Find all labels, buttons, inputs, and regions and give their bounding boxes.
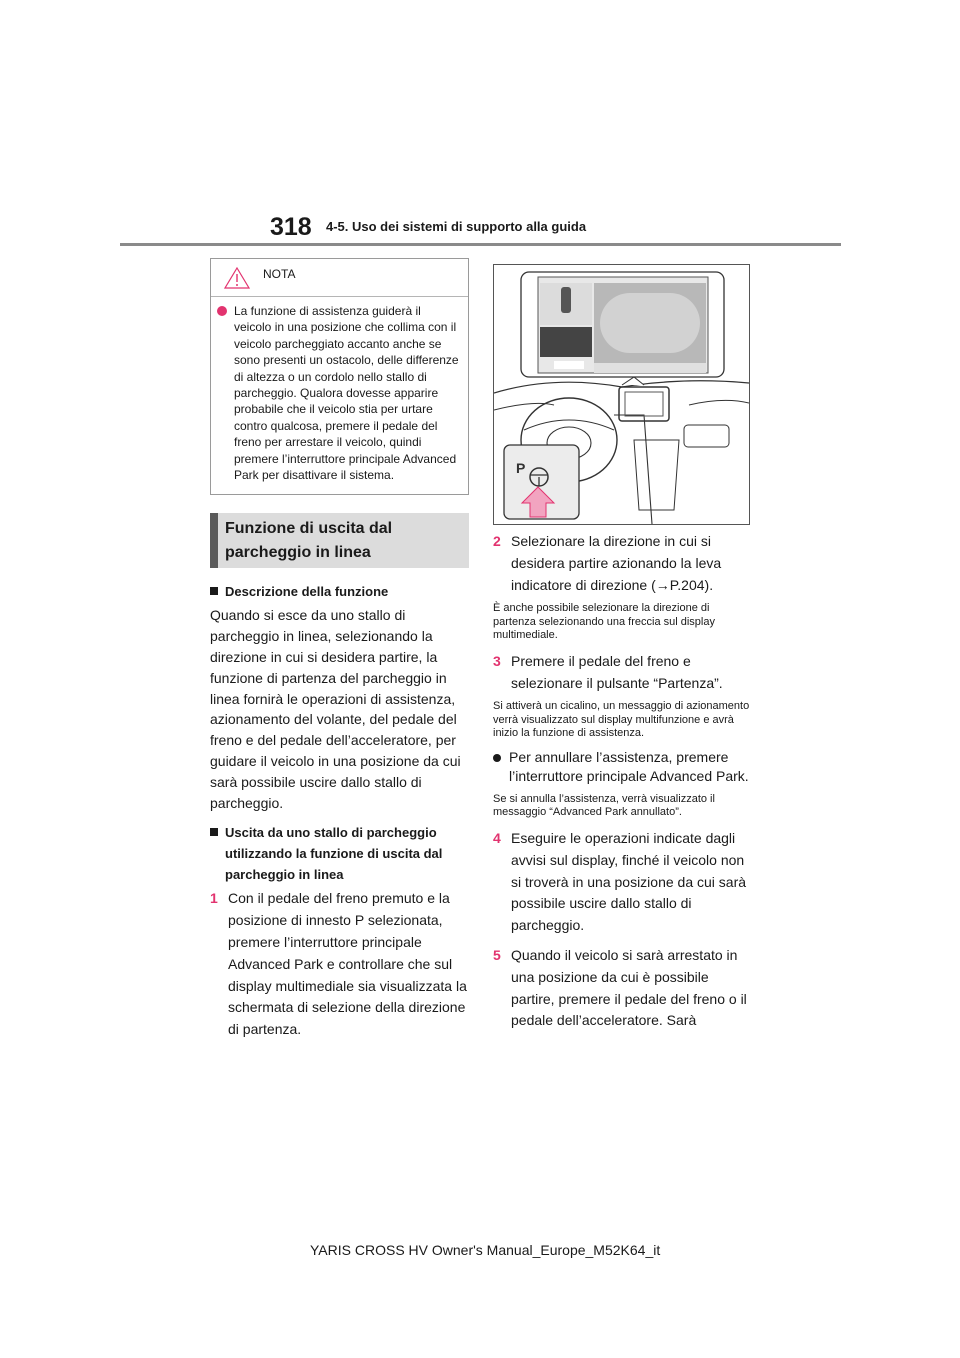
round-bullet-icon <box>493 754 501 762</box>
step-2 <box>493 531 751 596</box>
step-number: 5 <box>493 946 501 963</box>
nota-header <box>211 259 468 297</box>
step-5 <box>493 945 751 1032</box>
left-column <box>210 258 469 1041</box>
right-column <box>493 246 751 1032</box>
description-paragraph: Quando si esce da uno stallo di parcheggio in linea, selezionando la direzione in cui si desidera partire, la funzione di partenza del parcheggio in linea fornirà le operazioni di assistenza, azionamento del volante, del pedale del freno e del pedale dell’acceleratore, per guidare il veicolo in una posizione da cui sarà possibile uscire dallo stallo di parcheggio. <box>210 607 461 811</box>
step-number: 3 <box>493 652 501 669</box>
square-bullet-icon <box>210 587 218 595</box>
step-4 <box>493 828 751 937</box>
switch-label: P <box>516 460 526 476</box>
nota-text: La funzione di assistenza guiderà il veicolo in una posizione che collima con il veicolo parcheggiato accanto anche se sono presenti un ostacolo, delle differenze di altezza o un cordolo nello stallo di parcheggio. Qualora dovesse apparire probabile che il veicolo stia per urtare contro qualcosa, premere il pedale del freno per arrestare il veicolo, quindi premere l’interruttore principale Advanced Park per disattivare il sistema. <box>234 304 459 483</box>
step-number: 4 <box>493 829 501 846</box>
section-heading: Funzione di uscita dal parcheggio in linea <box>225 520 393 562</box>
step-text: Premere il pedale del freno e selezionare il pulsante “Partenza”. <box>511 652 723 691</box>
step-text: Selezionare la direzione in cui si desidera partire azionando la leva indicatore di direzione (→P.204). <box>511 533 722 593</box>
nota-title: NOTA <box>263 267 296 281</box>
step-note: Si attiverà un cicalino, un messaggio di azionamento verrà visualizzato sul display multifunzione e avrà inizio la funzione di assistenza. <box>493 700 750 740</box>
step-text: Eseguire le operazioni indicate dagli avvisi sul display, finché il veicolo non si troverà in una posizione da cui sarà possibile uscire dallo stallo di parcheggio. <box>511 829 747 934</box>
subsection-heading-2: Uscita da uno stallo di parcheggio utilizzando la funzione di uscita dal parcheggio in linea <box>210 822 469 885</box>
step-3 <box>493 651 751 695</box>
cancel-item <box>493 748 751 787</box>
warning-icon <box>224 267 250 289</box>
subsection-heading-1: Descrizione della funzione <box>210 581 469 602</box>
footer: YARIS CROSS HV Owner's Manual_Europe_M52K64_it <box>310 1242 661 1258</box>
cancel-text: Per annullare l’assistenza, premere l’interruttore principale Advanced Park. <box>509 748 749 785</box>
bullet-dot-icon <box>217 306 227 316</box>
page-number: 318 <box>270 213 312 241</box>
square-bullet-icon <box>210 828 218 836</box>
section-header: 4-5. Uso dei sistemi di supporto alla guida <box>326 219 587 234</box>
section-heading-box <box>210 513 469 568</box>
step-number: 1 <box>210 890 218 907</box>
nota-body <box>211 297 468 483</box>
dashboard-illustration <box>494 265 749 524</box>
nota-box <box>210 258 469 495</box>
park-assist-illustration <box>493 264 750 525</box>
step-number: 2 <box>493 533 501 549</box>
step-1 <box>210 888 469 1041</box>
cancel-note: Se si annulla l’assistenza, verrà visualizzato il messaggio “Advanced Park annullato”. <box>493 792 715 819</box>
step-text: Con il pedale del freno premuto e la posizione di innesto P selezionata, premere l’interruttore principale Advanced Park e controllare che sul display multimediale sia visualizzata la schermata di selezione della direzione di partenza. <box>228 890 467 1038</box>
step-text: Quando il veicolo si sarà arrestato in una posizione da cui è possibile partire, premere il pedale del freno o il pedale dell’acceleratore. Sarà <box>511 946 747 1029</box>
step-note: È anche possibile selezionare la direzione di partenza selezionando una freccia sul display multimediale. <box>493 602 715 642</box>
